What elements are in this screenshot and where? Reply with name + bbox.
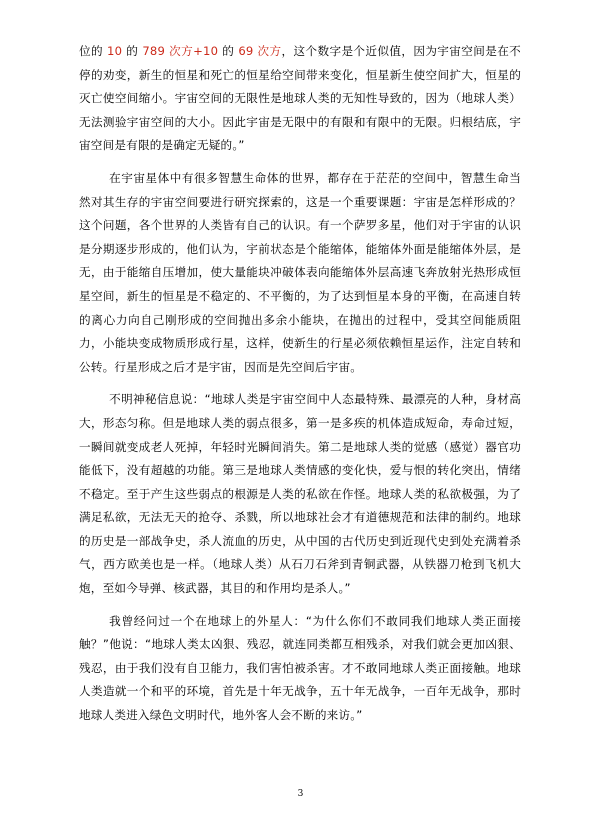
paragraph-p4 xyxy=(79,610,521,728)
paragraph-p2 xyxy=(79,167,521,379)
highlighted-number: 789 次方+10 xyxy=(142,44,219,58)
paragraph-text: 我曾经问过一个在地球上的外星人：“为什么你们不敢同我们地球人类正面接触？”他说：“地球人类太凶狠、残忍，就连同类都互相残杀，对我们就会更加凶狠、残忍，由于我们没有自卫能力，我们害怕被杀害。才不敢同地球人类正面接触。地球人类造就一个和平的环境，首先是十年无战争，五十年无战争，一百年无战争，那时地球人类进入绿色文明时代，地外客人会不断的来访。” xyxy=(79,613,521,723)
highlighted-number: 69 次方 xyxy=(238,44,282,58)
paragraph-text: 不明神秘信息说：“地球人类是宇宙空间中人态最特殊、最漂亮的人种，身材高大，形态匀称。但是地球人类的弱点很多，第一是多疾的机体造成短命，寿命过短，一瞬间就变成老人死掉，年轻时光瞬间消失。第二是地球人类的觉感（感觉）器官功能低下，没有超越的功能。第三是地球人类情感的变化快，爱与恨的转化突出，情绪不稳定。至于产生这些弱点的根源是人类的私欲在作怪。地球人类的私欲极强，为了满足私欲，无法无天的抢夺、杀戮，所以地球社会才有道德规范和法律的制约。地球的历史是一部战争史，杀人流血的历史，从中国的古代历史到近现代史到处充满着杀气，西方欧美也是一样。（地球人类）从石刀石斧到青铜武器，从铁器刀枪到飞机大炮，至如今导弹、核武器，其目的和作用均是杀人。” xyxy=(79,392,521,596)
paragraph-text: 位的 xyxy=(79,44,108,58)
paragraph-text: 的 xyxy=(122,44,143,58)
paragraph-text: ，这个数字是个近似值，因为宇宙空间是在不停的劝变，新生的恒星和死亡的恒星给空间带来变化，恒星新生使空间扩大，恒星的灭亡使空间缩小。宇宙空间的无限性是地球人类的无知性导致的，因为（地球人类）无法测验宇宙空间的大小。因此宇宙是无限中的有限和有限中的无限。归根结底，宇宙空间是有限的是确定无疑的。” xyxy=(79,44,521,153)
paragraph-text: 的 xyxy=(218,44,239,58)
paragraph-p3 xyxy=(79,388,521,600)
highlighted-number: 10 xyxy=(107,44,123,58)
document-body xyxy=(79,40,521,737)
paragraph-p1 xyxy=(79,40,521,158)
page-number: 3 xyxy=(297,789,304,799)
paragraph-text: 在宇宙星体中有很多智慧生命体的世界，都存在于茫茫的空间中，智慧生命当然对其生存的宇宙空间要进行研究探索的，这是一个重要课题：宇宙是怎样形成的？这个问题，各个世界的人类皆有自己的认识。有一个萨罗多星，他们对于宇宙的认识是分期逐步形成的，他们认为，宇前状态是个能缩体，能缩体外面是能缩体外层，是无，由于能缩自压增加，使大量能块冲破体表向能缩体外层高速飞奔放射光热形成恒星空间，新生的恒星是不稳定的、不平衡的，为了达到恒星本身的平衡，在高速自转的离心力向自己刚形成的空间抛出多余小能块，在抛出的过程中，受其空间能质阻力，小能块变成物质形成行星，这样，使新生的行星必须依赖恒星运作，注定自转和公转。行星形成之后才是宇宙，因而是先空间后宇宙。 xyxy=(79,170,521,374)
